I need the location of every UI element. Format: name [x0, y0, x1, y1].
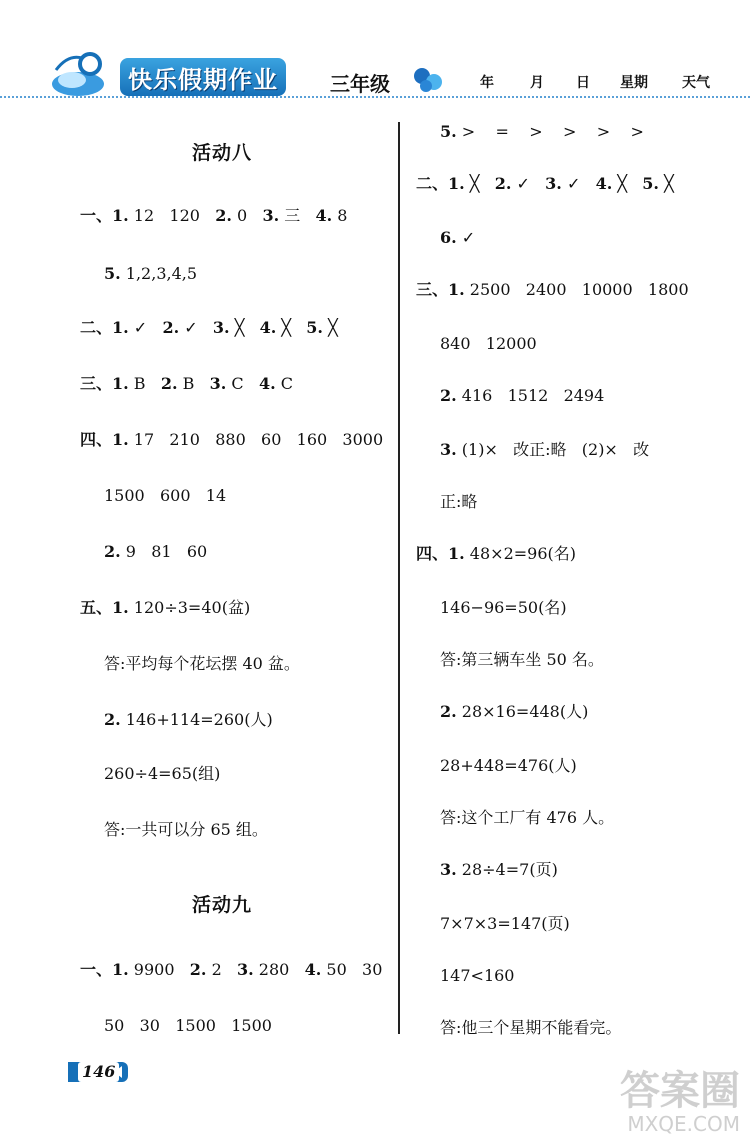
answer-line: 3. 28÷4=7(页) [440, 860, 558, 879]
answer-line: 正:略 [440, 492, 478, 511]
grade-label: 三年级 [330, 72, 390, 96]
mascot-logo-icon [48, 50, 110, 98]
answer-line: 2. 28×16=448(人) [440, 702, 589, 721]
answer-line: 6. ✓ [440, 228, 476, 247]
decorative-balls-icon [412, 66, 446, 94]
answer-line: 一、1. 12 120 2. 0 3. 三 4. 8 [80, 206, 348, 225]
answer-line: 答:第三辆车坐 50 名。 [440, 650, 604, 669]
answer-line: 三、1. B 2. B 3. C 4. C [80, 374, 293, 393]
answer-line: 答:他三个星期不能看完。 [440, 1018, 622, 1037]
answer-line: 5. > = > > > > [440, 122, 644, 141]
answer-line: 5. 1,2,3,4,5 [104, 264, 198, 283]
watermark-logo-text: 答案圈 [620, 1068, 740, 1114]
page-number-tab [68, 1062, 128, 1082]
answer-line: 二、1. ✓ 2. ✓ 3. ╳ 4. ╳ 5. ╳ [80, 318, 338, 337]
date-field-weekday: 星期 [620, 75, 648, 91]
answer-line: 147<160 [440, 966, 515, 985]
answer-line: 2. 146+114=260(人) [104, 710, 273, 729]
page-header [0, 0, 750, 100]
answer-line: 50 30 1500 1500 [104, 1016, 272, 1035]
date-field-month: 月 [530, 75, 544, 91]
answer-line: 答:一共可以分 65 组。 [104, 820, 268, 839]
header-dotted-rule [0, 96, 750, 98]
answer-line: 2. 416 1512 2494 [440, 386, 605, 405]
answer-line: 7×7×3=147(页) [440, 914, 570, 933]
date-field-year: 年 [480, 75, 494, 91]
answer-line: 2. 9 81 60 [104, 542, 208, 561]
answer-line: 五、1. 120÷3=40(盆) [80, 598, 251, 617]
answer-line: 1500 600 14 [104, 486, 227, 505]
answer-line: 三、1. 2500 2400 10000 1800 [416, 280, 689, 299]
column-divider [398, 122, 400, 1034]
watermark-url: MXQE.COM [627, 1112, 740, 1136]
answer-line: 28+448=476(人) [440, 756, 577, 775]
brand-title: 快乐假期作业 [120, 58, 286, 96]
answer-line: 3. (1)× 改正:略 (2)× 改 [440, 440, 650, 459]
answer-line: 答:平均每个花坛摆 40 盆。 [104, 654, 300, 673]
answer-line: 答:这个工厂有 476 人。 [440, 808, 615, 827]
page-number: 146 [78, 1062, 119, 1082]
date-field-weather: 天气 [682, 75, 710, 91]
answer-line: 二、1. ╳ 2. ✓ 3. ✓ 4. ╳ 5. ╳ [416, 174, 674, 193]
page-arrow-icon [114, 1066, 122, 1078]
answer-line: 260÷4=65(组) [104, 764, 221, 783]
watermark [620, 1069, 740, 1135]
answer-line: 146−96=50(名) [440, 598, 567, 617]
date-field-day: 日 [576, 75, 590, 91]
answer-line: 四、1. 48×2=96(名) [416, 544, 577, 563]
answer-line: 一、1. 9900 2. 2 3. 280 4. 50 30 [80, 960, 383, 979]
answer-line: 四、1. 17 210 880 60 160 3000 [80, 430, 384, 449]
answer-line: 840 12000 [440, 334, 537, 353]
section-title-8: 活动八 [192, 142, 253, 164]
section-title-9: 活动九 [192, 894, 253, 916]
